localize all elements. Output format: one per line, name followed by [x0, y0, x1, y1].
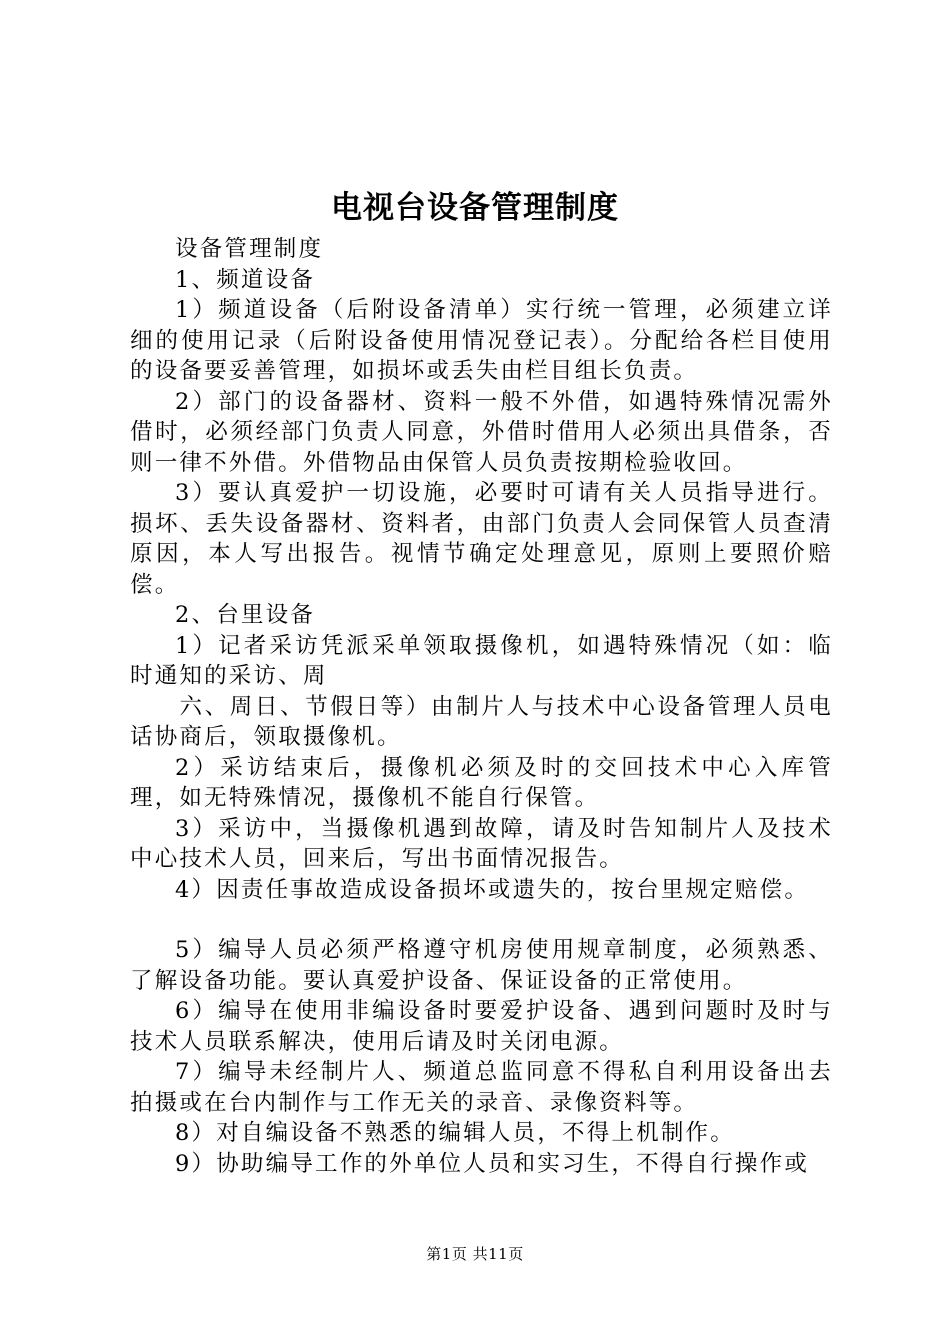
paragraph: 8）对自编设备不熟悉的编辑人员，不得上机制作。: [175, 1120, 735, 1146]
paragraph: 六、周日、节假日等）由制片人与技术中心设备管理人员电话协商后，领取摄像机。: [130, 693, 833, 750]
paragraph: 2）部门的设备器材、资料一般不外借，如遇特殊情况需外借时，必须经部门负责人同意，外借时借用人必须出具借条，否则一律不外借。外借物品由保管人员负责按期检验收回。: [130, 388, 833, 476]
paragraph: 1）频道设备（后附设备清单）实行统一管理，必须建立详细的使用记录（后附设备使用情况登记表）。分配给各栏目使用的设备要妥善管理，如损坏或丢失由栏目组长负责。: [130, 297, 833, 384]
paragraph: 6）编导在使用非编设备时要爱护设备、遇到问题时及时与技术人员联系解决，使用后请及时关闭电源。: [130, 998, 833, 1055]
page-number-footer: 第1页 共11页: [426, 1245, 524, 1263]
paragraph: 4）因责任事故造成设备损坏或遗失的，按台里规定赔偿。: [175, 876, 810, 903]
section-heading-channel-equipment: 1、频道设备: [175, 266, 316, 293]
paragraph: 3）采访中，当摄像机遇到故障，请及时告知制片人及技术中心技术人员，回来后，写出书面情况报告。: [130, 815, 833, 872]
paragraph: 2）采访结束后，摄像机必须及时的交回技术中心入库管理，如无特殊情况，摄像机不能自行保管。: [130, 754, 833, 811]
document-body: [130, 234, 833, 1179]
paragraph-heading: 设备管理制度: [175, 236, 324, 262]
section-heading-station-equipment: 2、台里设备: [175, 602, 316, 628]
document-title: 电视台设备管理制度: [331, 190, 619, 226]
paragraph: 3）要认真爱护一切设施，必要时可请有关人员指导进行。损坏、丢失设备器材、资料者，由部门负责人会同保管人员查清原因，本人写出报告。视情节确定处理意见，原则上要照价赔偿。: [130, 480, 833, 598]
paragraph: 5）编导人员必须严格遵守机房使用规章制度，必须熟悉、了解设备功能。要认真爱护设备、保证设备的正常使用。: [130, 937, 833, 994]
paragraph: 7）编导未经制片人、频道总监同意不得私自利用设备出去拍摄或在台内制作与工作无关的录音、录像资料等。: [130, 1059, 833, 1116]
paragraph: 9）协助编导工作的外单位人员和实习生，不得自行操作或: [175, 1150, 810, 1177]
paragraph: 1）记者采访凭派采单领取摄像机，如遇特殊情况（如：临时通知的采访、周: [130, 632, 833, 689]
